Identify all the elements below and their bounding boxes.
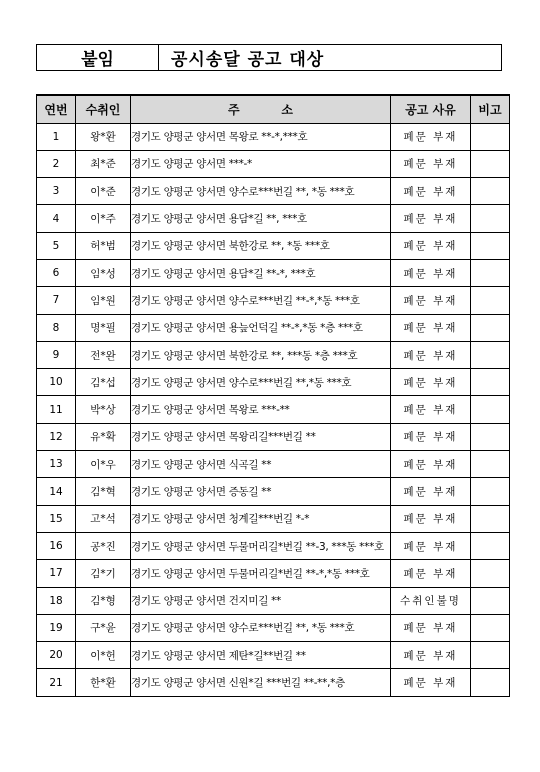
recipient-address: 경기도 양평군 양서면 제탄*길**번길 ** xyxy=(131,642,391,669)
notice-reason: 폐문 부재 xyxy=(391,287,471,314)
row-number: 18 xyxy=(37,587,76,614)
note-cell xyxy=(471,232,510,259)
recipient-address: 경기도 양평군 양서면 증동길 ** xyxy=(131,478,391,505)
note-cell xyxy=(471,423,510,450)
row-number: 15 xyxy=(37,505,76,532)
note-cell xyxy=(471,532,510,559)
header-no: 연번 xyxy=(37,95,76,123)
recipient-address: 경기도 양평군 양서면 용담*길 **, ***호 xyxy=(131,205,391,232)
table-row xyxy=(37,396,510,423)
recipient-name: 왕*환 xyxy=(76,123,131,150)
note-cell xyxy=(471,669,510,696)
row-number: 7 xyxy=(37,287,76,314)
note-cell xyxy=(471,341,510,368)
recipient-address: 경기도 양평군 양서면 목왕로 **-*,***호 xyxy=(131,123,391,150)
recipient-address: 경기도 양평군 양서면 식곡길 ** xyxy=(131,451,391,478)
row-number: 6 xyxy=(37,259,76,286)
recipient-name: 김*혁 xyxy=(76,478,131,505)
notice-reason: 폐문 부재 xyxy=(391,614,471,641)
row-number: 8 xyxy=(37,314,76,341)
recipient-name: 임*원 xyxy=(76,287,131,314)
recipient-name: 유*확 xyxy=(76,423,131,450)
table-row xyxy=(37,642,510,669)
note-cell xyxy=(471,396,510,423)
notice-reason: 폐문 부재 xyxy=(391,232,471,259)
notice-reason: 폐문 부재 xyxy=(391,532,471,559)
table-row xyxy=(37,560,510,587)
document-title-box xyxy=(36,44,502,71)
recipient-name: 김*형 xyxy=(76,587,131,614)
row-number: 3 xyxy=(37,178,76,205)
note-cell xyxy=(471,178,510,205)
row-number: 2 xyxy=(37,150,76,177)
recipient-name: 명*필 xyxy=(76,314,131,341)
note-cell xyxy=(471,314,510,341)
notice-reason: 폐문 부재 xyxy=(391,560,471,587)
notice-reason: 폐문 부재 xyxy=(391,259,471,286)
notice-reason: 폐문 부재 xyxy=(391,178,471,205)
table-row xyxy=(37,150,510,177)
table-row xyxy=(37,369,510,396)
table-row xyxy=(37,287,510,314)
table-row xyxy=(37,669,510,696)
note-cell xyxy=(471,451,510,478)
note-cell xyxy=(471,150,510,177)
row-number: 19 xyxy=(37,614,76,641)
notice-reason: 폐문 부재 xyxy=(391,669,471,696)
notice-reason: 폐문 부재 xyxy=(391,205,471,232)
table-row xyxy=(37,451,510,478)
recipient-name: 구*윤 xyxy=(76,614,131,641)
recipient-address: 경기도 양평군 양서면 용담*길 **-*, ***호 xyxy=(131,259,391,286)
recipient-name: 임*성 xyxy=(76,259,131,286)
header-name: 수취인 xyxy=(76,95,131,123)
row-number: 17 xyxy=(37,560,76,587)
notice-reason: 폐문 부재 xyxy=(391,478,471,505)
recipient-name: 한*환 xyxy=(76,669,131,696)
note-cell xyxy=(471,478,510,505)
row-number: 5 xyxy=(37,232,76,259)
table-row xyxy=(37,614,510,641)
table-row xyxy=(37,532,510,559)
notice-reason: 폐문 부재 xyxy=(391,123,471,150)
table-row xyxy=(37,341,510,368)
recipient-address: 경기도 양평군 양서면 양수로***번길 **,*동 ***호 xyxy=(131,369,391,396)
recipient-name: 김*섭 xyxy=(76,369,131,396)
table-row xyxy=(37,478,510,505)
table-row xyxy=(37,423,510,450)
recipient-address: 경기도 양평군 양서면 청계길***번길 *-* xyxy=(131,505,391,532)
recipient-name: 최*준 xyxy=(76,150,131,177)
note-cell xyxy=(471,123,510,150)
table-row xyxy=(37,505,510,532)
row-number: 4 xyxy=(37,205,76,232)
row-number: 21 xyxy=(37,669,76,696)
row-number: 16 xyxy=(37,532,76,559)
notice-reason: 폐문 부재 xyxy=(391,423,471,450)
header-note: 비고 xyxy=(471,95,510,123)
recipient-name: 이*헌 xyxy=(76,642,131,669)
recipient-address: 경기도 양평군 양서면 북한강로 **, *동 ***호 xyxy=(131,232,391,259)
attachment-label: 붙임 xyxy=(37,45,159,70)
recipient-name: 허*범 xyxy=(76,232,131,259)
table-header-row xyxy=(37,95,510,123)
recipient-address: 경기도 양평군 양서면 두물머리길*번길 **-*,*동 ***호 xyxy=(131,560,391,587)
note-cell xyxy=(471,259,510,286)
recipient-name: 고*석 xyxy=(76,505,131,532)
header-address: 주 소 xyxy=(131,95,391,123)
row-number: 9 xyxy=(37,341,76,368)
recipient-address: 경기도 양평군 양서면 북한강로 **, ***동 *층 ***호 xyxy=(131,341,391,368)
notice-reason: 폐문 부재 xyxy=(391,505,471,532)
recipient-name: 이*주 xyxy=(76,205,131,232)
notice-reason: 폐문 부재 xyxy=(391,642,471,669)
table-row xyxy=(37,587,510,614)
row-number: 12 xyxy=(37,423,76,450)
table-row xyxy=(37,259,510,286)
row-number: 1 xyxy=(37,123,76,150)
notice-reason: 폐문 부재 xyxy=(391,369,471,396)
table-row xyxy=(37,314,510,341)
row-number: 10 xyxy=(37,369,76,396)
recipient-address: 경기도 양평군 양서면 건지미길 ** xyxy=(131,587,391,614)
note-cell xyxy=(471,560,510,587)
recipient-address: 경기도 양평군 양서면 목왕리길***번길 ** xyxy=(131,423,391,450)
recipient-name: 전*완 xyxy=(76,341,131,368)
recipient-table xyxy=(36,94,510,697)
note-cell xyxy=(471,505,510,532)
table-row xyxy=(37,232,510,259)
notice-reason: 수취인불명 xyxy=(391,587,471,614)
row-number: 14 xyxy=(37,478,76,505)
document-title: 공시송달 공고 대상 xyxy=(171,50,325,70)
notice-reason: 폐문 부재 xyxy=(391,341,471,368)
note-cell xyxy=(471,369,510,396)
recipient-name: 김*기 xyxy=(76,560,131,587)
notice-reason: 폐문 부재 xyxy=(391,396,471,423)
row-number: 20 xyxy=(37,642,76,669)
note-cell xyxy=(471,587,510,614)
row-number: 11 xyxy=(37,396,76,423)
header-reason: 공고 사유 xyxy=(391,95,471,123)
table-row xyxy=(37,205,510,232)
notice-reason: 폐문 부재 xyxy=(391,314,471,341)
recipient-address: 경기도 양평군 양서면 두물머리길*번길 **-3, ***동 ***호 xyxy=(131,532,391,559)
recipient-name: 박*상 xyxy=(76,396,131,423)
row-number: 13 xyxy=(37,451,76,478)
recipient-address: 경기도 양평군 양서면 ***-* xyxy=(131,150,391,177)
recipient-address: 경기도 양평군 양서면 양수로***번길 **, *동 ***호 xyxy=(131,178,391,205)
recipient-address: 경기도 양평군 양서면 신원*길 ***번길 **-**,*층 xyxy=(131,669,391,696)
recipient-name: 이*우 xyxy=(76,451,131,478)
table-row xyxy=(37,123,510,150)
note-cell xyxy=(471,642,510,669)
recipient-address: 경기도 양평군 양서면 양수로***번길 **, *동 ***호 xyxy=(131,614,391,641)
note-cell xyxy=(471,205,510,232)
recipient-name: 이*준 xyxy=(76,178,131,205)
note-cell xyxy=(471,287,510,314)
recipient-address: 경기도 양평군 양서면 목왕로 ***-** xyxy=(131,396,391,423)
recipient-name: 공*진 xyxy=(76,532,131,559)
recipient-address: 경기도 양평군 양서면 양수로***번길 **-*,*동 ***호 xyxy=(131,287,391,314)
notice-reason: 폐문 부재 xyxy=(391,150,471,177)
notice-reason: 폐문 부재 xyxy=(391,451,471,478)
table-row xyxy=(37,178,510,205)
recipient-address: 경기도 양평군 양서면 용늪언덕길 **-*,*동 *층 ***호 xyxy=(131,314,391,341)
note-cell xyxy=(471,614,510,641)
